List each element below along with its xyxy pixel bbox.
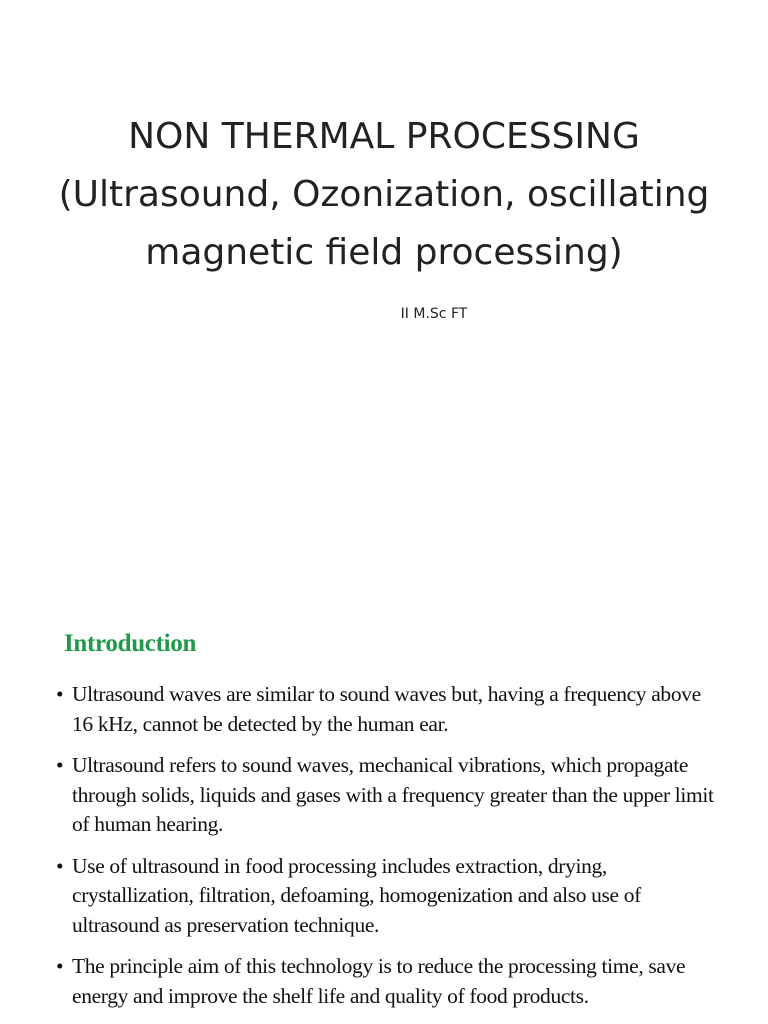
list-item xyxy=(56,952,716,1011)
section-heading: Introduction xyxy=(64,630,197,657)
bullet-icon: • xyxy=(56,753,64,777)
bullet-list xyxy=(56,680,716,1023)
bullet-text: The principle aim of this technology is to reduce the processing time, save energy and improve the shelf life and quality of food products. xyxy=(72,954,686,1008)
bullet-icon: • xyxy=(56,954,64,978)
bullet-icon: • xyxy=(56,682,64,706)
list-item xyxy=(56,680,716,739)
bullet-text: Use of ultrasound in food processing includes extraction, drying, crystallization, filtration, defoaming, homogenization and also use of ultrasound as preservation technique. xyxy=(72,853,641,937)
slide-title xyxy=(0,108,768,282)
bullet-text: Ultrasound refers to sound waves, mechanical vibrations, which propagate through solids, liquids and gases with a frequency greater than the upper limit of human hearing. xyxy=(72,753,714,836)
list-item xyxy=(56,751,716,840)
bullet-icon: • xyxy=(56,853,64,878)
bullet-text: Ultrasound waves are similar to sound waves but, having a frequency above 16 kHz, cannot be detected by the human ear. xyxy=(72,682,701,736)
introduction-slide xyxy=(0,600,768,1024)
title-line-3: magnetic field processing) xyxy=(145,232,623,273)
list-item xyxy=(56,852,716,941)
slide-subtitle: II M.Sc FT xyxy=(400,306,468,322)
title-line-2: (Ultrasound, Ozonization, oscillating xyxy=(58,174,710,215)
title-line-1: NON THERMAL PROCESSING xyxy=(128,116,640,157)
